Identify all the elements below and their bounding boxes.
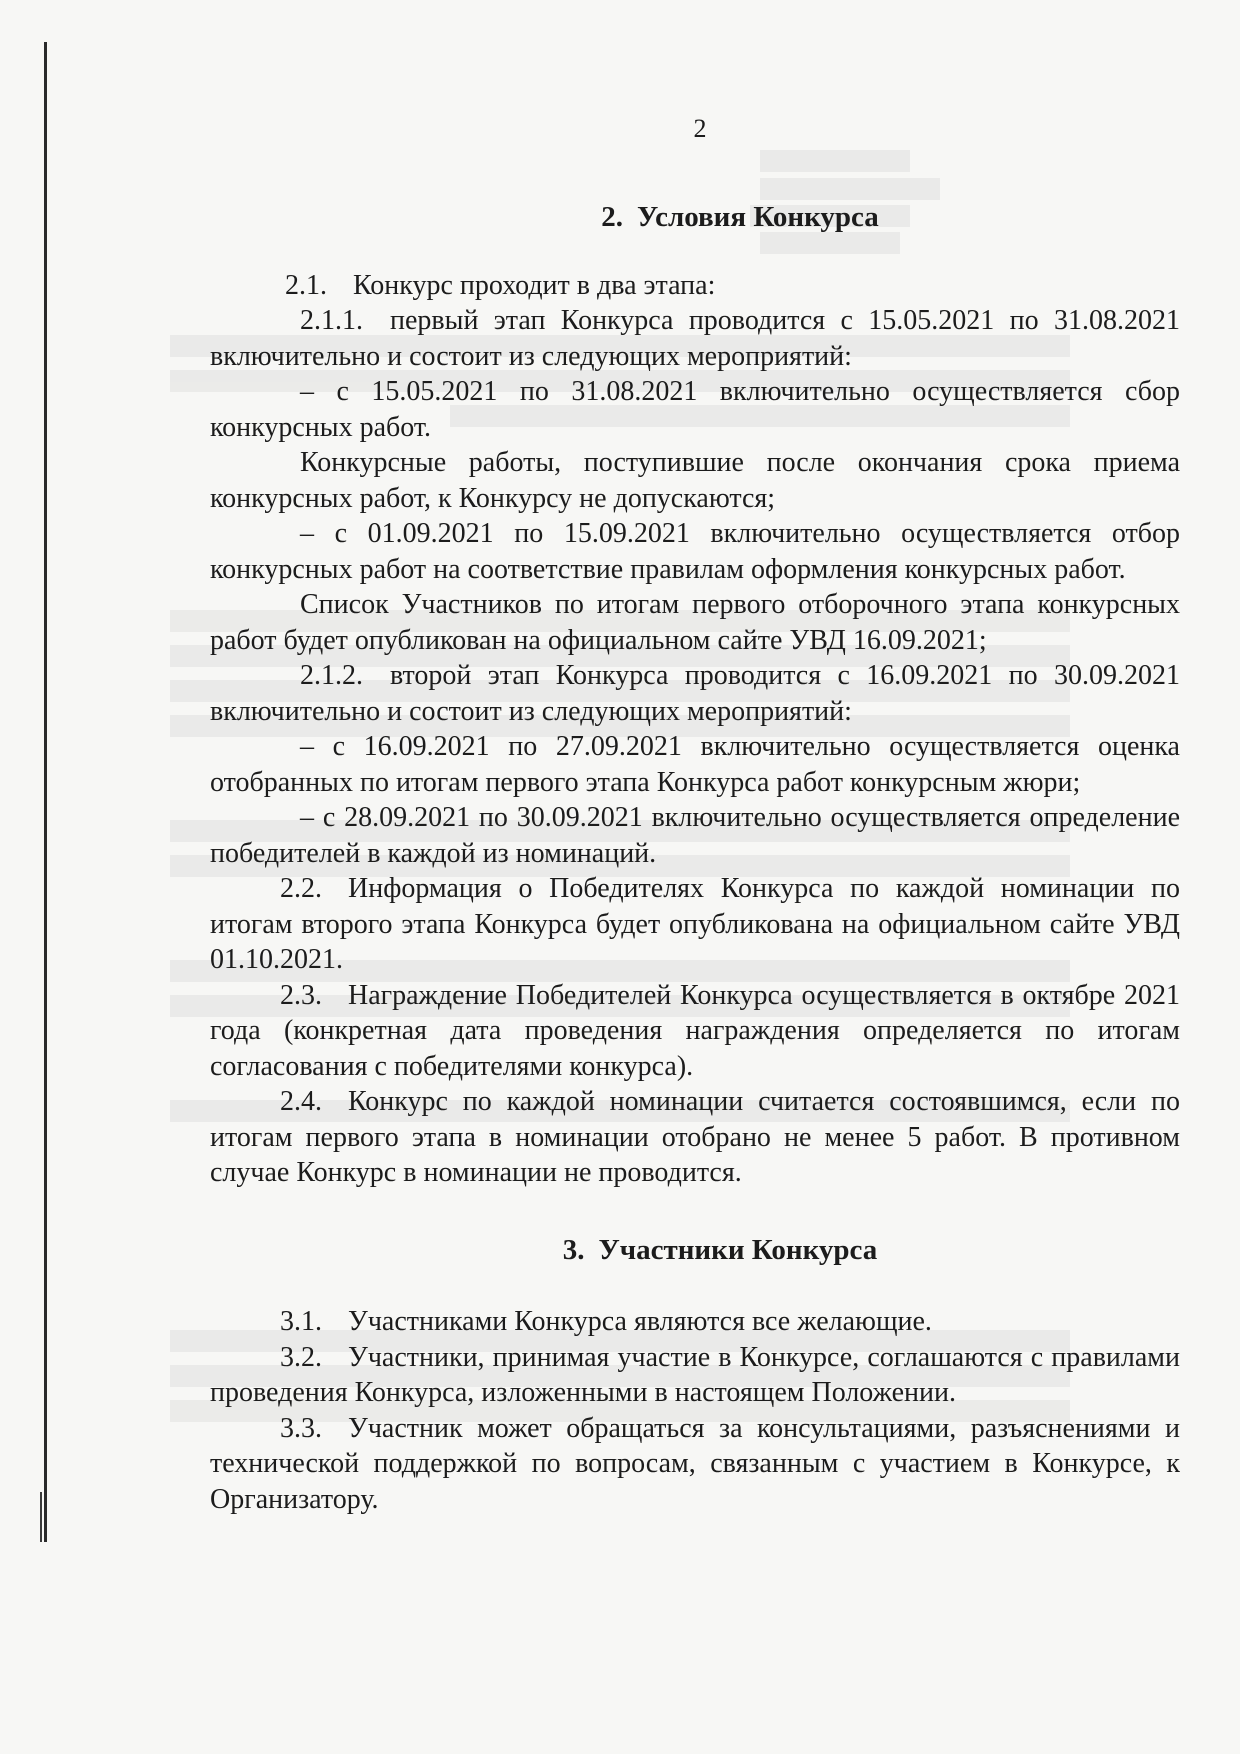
clause-number: 2.1.2.	[300, 660, 363, 691]
clause-number: 2.2.	[280, 873, 322, 904]
clause-text: Участники, принимая участие в Конкурсе, соглашаются с правилами проведения Конкурса, изложенными в настоящем Положении.	[210, 1341, 1180, 1408]
scan-edge-mark	[40, 1492, 42, 1542]
clause-text: Награждение Победителей Конкурса осуществляется в октябре 2021 года (конкретная дата проведения награждения определяется по итогам согласования с победителями конкурса).	[210, 979, 1180, 1082]
section-2-title: Условия Конкурса	[636, 201, 879, 233]
clause-number: 3.2.	[280, 1341, 322, 1373]
clause-text: Конкурс по каждой номинации считается состоявшимся, если по итогам первого этапа в номинации отобрано не менее 5 работ. В противном случае Конкурс в номинации не проводится.	[210, 1086, 1180, 1188]
clause-number: 2.4.	[280, 1086, 322, 1117]
clause-text: Информация о Победителях Конкурса по каждой номинации по итогам второго этапа Конкурса будет опубликована на официальном сайте УВД 01.10.2021.	[210, 873, 1180, 975]
section-3-title: Участники Конкурса	[598, 1233, 878, 1266]
clause-number: 2.1.1.	[300, 305, 363, 336]
clause-2-4	[210, 1084, 1180, 1191]
page-number: 2	[693, 114, 707, 143]
clause-3-3	[210, 1411, 1180, 1518]
clause-2-1-2-item-b: – с 28.09.2021 по 30.09.2021 включительно осуществляется определение победителей в каждой из номинаций.	[210, 802, 1180, 869]
clause-text: Конкурс проходит в два этапа:	[353, 269, 716, 301]
clause-number: 3.3.	[280, 1412, 322, 1444]
clause-3-2	[210, 1340, 1180, 1411]
clause-2-1-1-item-a: – с 15.05.2021 по 31.08.2021 включительно осуществляется сбор конкурсных работ.	[210, 376, 1180, 443]
section-3-heading	[210, 1233, 1180, 1269]
clause-number: 2.3.	[280, 979, 322, 1011]
clause-2-1-1-item-c: – с 01.09.2021 по 15.09.2021 включительно осуществляется отбор конкурсных работ на соответствие правилам оформления конкурсных работ.	[210, 518, 1180, 585]
clause-text: второй этап Конкурса проводится с 16.09.2021 по 30.09.2021 включительно и состоит из следующих мероприятий:	[210, 660, 1180, 727]
clause-2-2	[210, 871, 1180, 978]
clause-2-1-2	[210, 658, 1180, 729]
clause-2-1-1	[210, 303, 1180, 374]
section-2-number: 2.	[601, 201, 623, 233]
clause-number: 3.1.	[280, 1306, 322, 1337]
section-3-number: 3.	[562, 1233, 585, 1266]
clause-2-3	[210, 978, 1180, 1085]
section-2-heading	[210, 200, 1180, 236]
clause-3-1	[210, 1304, 1180, 1340]
clause-2-1-2-item-a: – с 16.09.2021 по 27.09.2021 включительно осуществляется оценка отобранных по итогам первого этапа Конкурса работ конкурсным жюри;	[210, 731, 1180, 798]
clause-2-1-1-note: Конкурсные работы, поступившие после окончания срока приема конкурсных работ, к Конкурсу не допускаются;	[210, 447, 1180, 514]
clause-text: Участниками Конкурса являются все желающие.	[348, 1306, 932, 1337]
document-body	[210, 200, 1180, 1517]
clause-text: Участник может обращаться за консультациями, разъяснениями и технической поддержкой по вопросам, связанным с участием в Конкурсе, к Организатору.	[210, 1412, 1180, 1515]
clause-text: первый этап Конкурса проводится с 15.05.2021 по 31.08.2021 включительно и состоит из следующих мероприятий:	[210, 305, 1180, 372]
clause-number: 2.1.	[285, 269, 327, 301]
scan-edge-line	[44, 42, 47, 1542]
clause-2-1-1-list-note: Список Участников по итогам первого отборочного этапа конкурсных работ будет опубликован на официальном сайте УВД 16.09.2021;	[210, 589, 1180, 656]
clause-2-1	[210, 268, 1180, 304]
